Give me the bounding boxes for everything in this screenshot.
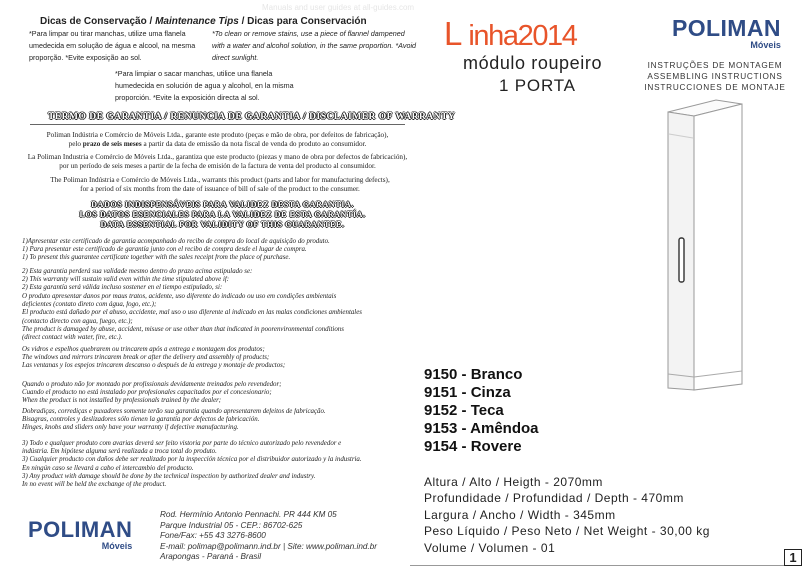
warranty-title: TERMO DE GARANTIA / RENUNCIA DE GARANTIA / DISCLAIMER OF WARRANTY [48, 112, 456, 122]
essential-data-heading: DADOS INDISPENSÁVEIS PARA VALIDEZ DESTA GARANTIA. LOS DATOS ESENCIALES PARA LA VALIDEZ DE ESTA GARANTÍA. DATA ESSENTIAL FOR VALIDITY OF THIS GUARANTEE. [79, 200, 366, 229]
care-tip-es: *Para limpiar o sacar manchas, utilice una flanela humedecida en solución de agua y alcohol, en la misma proporción. *Evite la exposición directa al sol. [115, 69, 294, 102]
warranty-clause: Quando o produto não for montado por profissionais devidamente treinados pelo revendedor; Cuando el producto no está instalado por profesionales capacitados por el concesionario; When the product is not installed by professionals trained by the dealer; [22, 381, 282, 405]
company-address: Rod. Hermínio Antonio Pennachi. PR 444 KM 05 Parque Industrial 05 - CEP.: 86702-625 Fone/Fax: +55 43 3276-8600 E-mail: polimap@polimann.ind.br | Site: www.poliman.ind.br Arapongas - Paraná - Brasil [160, 510, 378, 562]
warranty-clause: 3) Todo e qualquer produto com avarias deverá ser feito vistoria por parte do técnico autorizado pelo revendedor e indústria. Em hipótese alguma será realizada a troca total do produto. 3) Cualquier producto con daños debe ser realizado por la inspección técnica por el distribuidor autorizado y la industria. En ningún caso se llevará a cabo el intercambio del producto. 3) Any product with damage should be done by the technical inspection by authorized dealer and industry. In no event will be held the exchange of the product. [22, 440, 362, 489]
color-code: 9151 - Cinza [424, 384, 511, 401]
care-title-pt: Dicas de Conservação [40, 16, 147, 27]
product-line-title: Linha2014 [444, 15, 577, 52]
product-specs [424, 474, 710, 556]
care-tip-en: *To clean or remove stains, use a piece of flannel dampened with a water and alcohol solution, in the same proportion. *Avoid direct sunlight. [212, 29, 417, 62]
wardrobe-illustration [666, 98, 744, 398]
color-code: 9152 - Teca [424, 402, 504, 419]
poliman-logo-footer: POLIMAN Móveis [28, 517, 133, 551]
module-door-count: 1 PORTA [499, 76, 576, 95]
warranty-text-en: The Poliman Indústria e Comércio de Móveis Ltda., warrants this product (parts and labor for manufacturing defects), for a period of six months from the date of issuance of bill of sale of the product to the consumer. [50, 176, 390, 193]
color-codes-list [424, 366, 539, 456]
warranty-clause: 1)Apresentar este certificado de garantia acompanhado do recibo de compra do local de aquisição do produto. 1) Para presentar este certificado de garantía junto con el recibo de compra desde el lugar de compra. 1) To present this guarantee certificate together with the sales receipt from the place of purchase. [22, 238, 330, 262]
warranty-text-pt: Poliman Indústria e Comércio de Móveis Ltda., garante este produto (peças e mão de obra, por defeitos de fabricação), pelo prazo de seis meses a partir da data de emissão da nota fiscal de venda do produto ao consumidor. [46, 131, 389, 148]
color-code: 9153 - Amêndoa [424, 420, 539, 437]
care-title-es: Dicas para Conservación [247, 16, 367, 27]
divider [30, 124, 405, 125]
warranty-clause: Dobradiças, corrediças e puxadores somente terão sua garantia quando apresentarem defeitos de fabricação. Bisagras, controles y deslizadores sólo tienen la garantía por defectos de fabricación. Hinges, knobs and sliders only have your warranty if defective manufacturing. [22, 408, 326, 432]
warranty-clause: O produto apresentar danos por maus tratos, acidente, uso diferente do indicado ou uso em condições ambientais deficientes (contato direto com água, fogo, etc.); El producto está dañado por el abuso, accidente, mal uso o uso diferente al indicado en las malas condiciones ambientales (contacto directo con agua, fuego, etc.); The product is damaged by abuse, accident, misuse or use other than that indicated in poorenvironmental conditions (direct contact with water, fire, etc.). [22, 293, 362, 342]
spec-weight: Peso Líquido / Peso Neto / Net Weight - 30,00 kg [424, 524, 710, 539]
care-tip-pt: *Para limpar ou tirar manchas, utilize uma flanela umedecida em solução de água e alcool, na mesma proporção. *Evite exposição ao sol. [29, 29, 196, 62]
poliman-logo: POLIMAN Móveis [672, 15, 781, 50]
spec-depth: Profundidade / Profundidad / Depth - 470mm [424, 491, 684, 506]
color-code: 9154 - Rovere [424, 438, 522, 455]
divider [410, 565, 784, 566]
warranty-clause: 2) Esta garantia perderá sua validade mesmo dentro do prazo acima estipulado se: 2) This warranty will sustain valid even within the time stipulated above if: 2) Esta garantía será válida incluso sostener en el tiempo estipulado, si: [22, 268, 253, 292]
handle-icon [679, 238, 684, 282]
color-code: 9150 - Branco [424, 366, 523, 383]
warranty-clause: Os vidros e espelhos quebrarem ou trincarem após a entrega e montagem dos produtos; The windows and mirrors trincarem break or after the delivery and assembly of products; Las ventanas y los espejos trincarem descanso o después de la entrega y montaje de productos; [22, 346, 286, 370]
spec-width: Largura / Ancho / Width - 345mm [424, 507, 616, 522]
watermark-text: Manuals and user guides at all-guides.com [262, 3, 415, 12]
care-title-en: Maintenance Tips [155, 16, 239, 27]
warranty-text-es: La Poliman Industria e Comércio de Móveis Ltda., garantiza que este producto (piezas y mano de obra por defectos de fabricación), por un período de seis meses a partir de la fecha de emisión de la factura de venta del producto al consumidor. [27, 153, 408, 170]
module-name: módulo roupeiro [463, 53, 603, 73]
care-tips-title: Dicas de Conservação / Maintenance Tips / Dicas para Conservación [40, 16, 367, 27]
page-number: 1 [784, 549, 802, 566]
assembly-instructions-heading: INSTRUÇÕES DE MONTAGEM ASSEMBLING INSTRUCTIONS INSTRUCCIONES DE MONTAJE [644, 61, 786, 92]
spec-volume: Volume / Volumen - 01 [424, 540, 556, 555]
spec-height: Altura / Alto / Heigth - 2070mm [424, 475, 603, 489]
